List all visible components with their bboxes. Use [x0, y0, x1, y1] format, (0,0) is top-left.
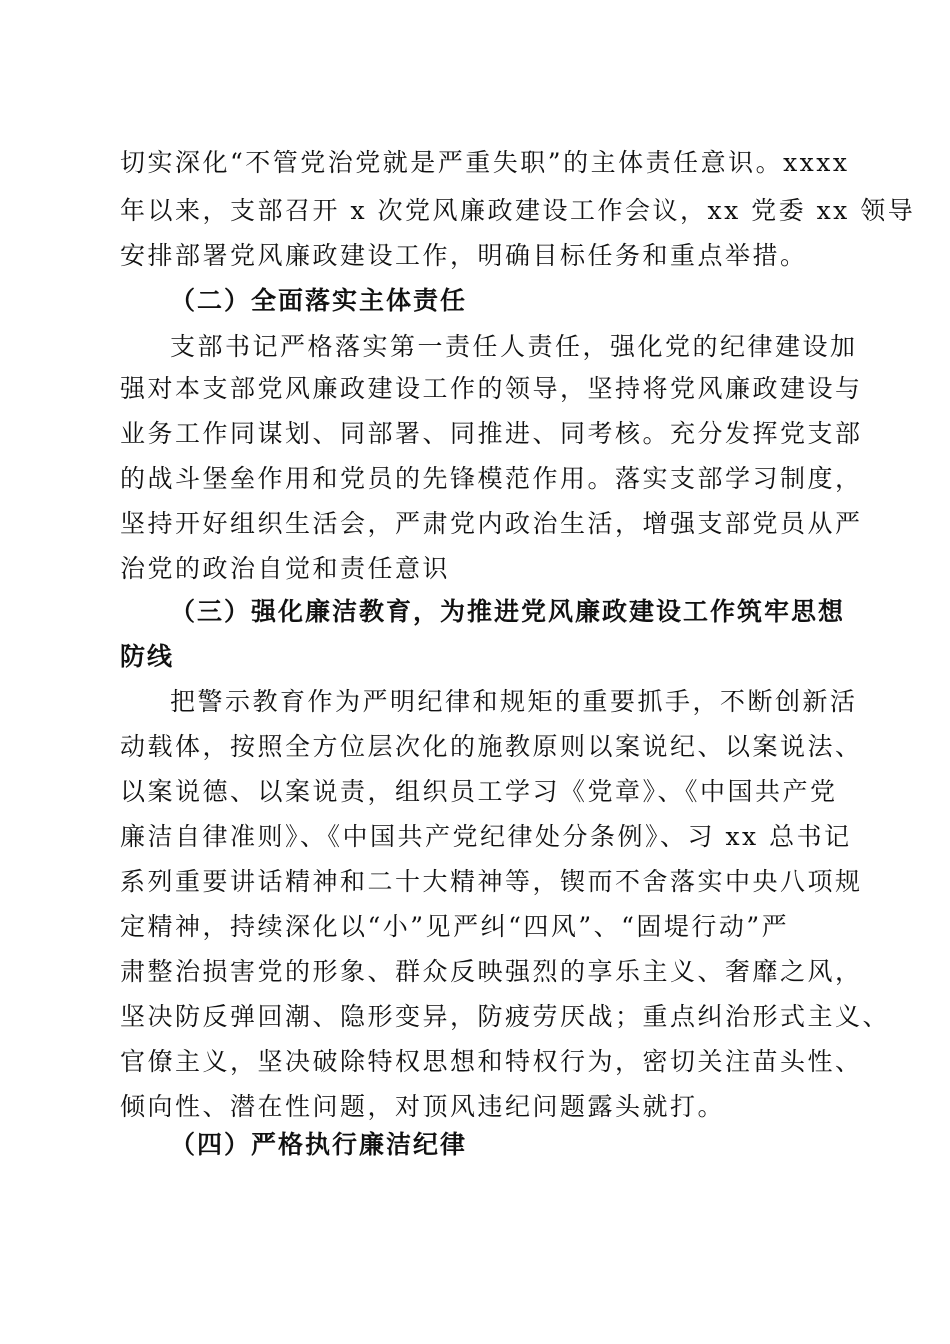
- paragraph-line: 廉洁自律准则》、《中国共产党纪律处分条例》、习 xx 总书记: [120, 822, 852, 851]
- paragraph-line: 治党的政治自觉和责任意识: [120, 554, 451, 583]
- paragraph-line: 切实深化“不管党治党就是严重失职”的主体责任意识。xxxx: [120, 148, 850, 177]
- paragraph-line: 肃整治损害党的形象、群众反映强烈的享乐主义、奢靡之风，: [120, 957, 863, 986]
- paragraph-line: 官僚主义，坚决破除特权思想和特权行为，密切关注苗头性、: [120, 1047, 863, 1076]
- paragraph-line: 把警示教育作为严明纪律和规矩的重要抓手，不断创新活: [170, 687, 858, 716]
- paragraph-line: 年以来，支部召开 x 次党风廉政建设工作会议，xx 党委 xx 领导: [120, 196, 916, 225]
- section-heading-3: （三）强化廉洁教育，为推进党风廉政建设工作筑牢思想: [170, 597, 846, 626]
- paragraph-line: 系列重要讲话精神和二十大精神等，锲而不舍落实中央八项规: [120, 867, 863, 896]
- paragraph-line: 定精神，持续深化以“小”见严纠“四风”、“固堤行动”严: [120, 912, 790, 941]
- paragraph-line: 支部书记严格落实第一责任人责任，强化党的纪律建设加: [170, 332, 858, 361]
- paragraph-line: 动载体，按照全方位层次化的施教原则以案说纪、以案说法、: [120, 732, 863, 761]
- paragraph-line: 以案说德、以案说责，组织员工学习《党章》、《中国共产党: [120, 777, 838, 806]
- paragraph-line: 的战斗堡垒作用和党员的先锋模范作用。落实支部学习制度，: [120, 464, 863, 493]
- paragraph-line: 倾向性、潜在性问题，对顶风违纪问题露头就打。: [120, 1092, 726, 1121]
- section-heading-3-cont: 防线: [120, 642, 175, 671]
- section-heading-4: （四）严格执行廉洁纪律: [170, 1130, 468, 1159]
- section-heading-2: （二）全面落实主体责任: [170, 286, 468, 315]
- paragraph-line: 安排部署党风廉政建设工作，明确目标任务和重点举措。: [120, 241, 808, 270]
- paragraph-line: 坚持开好组织生活会，严肃党内政治生活，增强支部党员从严: [120, 509, 863, 538]
- paragraph-line: 坚决防反弹回潮、隐形变异，防疲劳厌战；重点纠治形式主义、: [120, 1002, 891, 1031]
- paragraph-line: 强对本支部党风廉政建设工作的领导，坚持将党风廉政建设与: [120, 374, 863, 403]
- paragraph-line: 业务工作同谋划、同部署、同推进、同考核。充分发挥党支部: [120, 419, 863, 448]
